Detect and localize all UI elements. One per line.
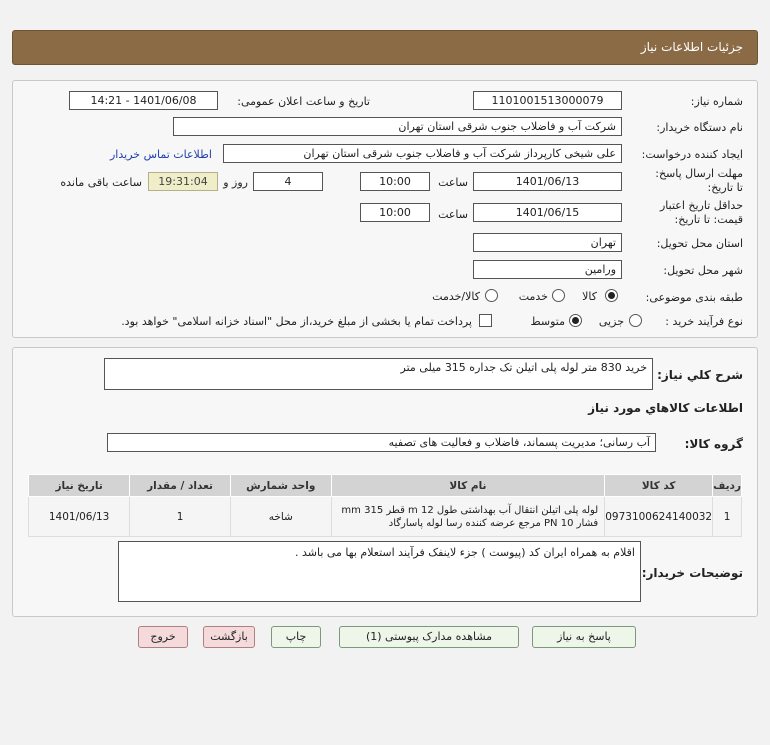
buyer-org-label: نام دستگاه خریدار: xyxy=(656,121,743,134)
table-row xyxy=(29,497,742,537)
process-label: نوع فرآیند خرید : xyxy=(665,315,743,328)
category-label: طبقه بندی موضوعی: xyxy=(645,291,743,304)
cell-date: 1401/06/13 xyxy=(29,497,130,537)
col-unit: واحد شمارش xyxy=(230,475,331,497)
notes-field: اقلام به همراه ایران کد (پیوست ) جزء لاینفک فرآیند استعلام بها می باشد . xyxy=(118,541,641,602)
treasury-checkbox[interactable] xyxy=(479,314,492,327)
process-radio-minor[interactable] xyxy=(629,314,642,327)
goods-table-wrap xyxy=(28,474,742,537)
col-code: کد کالا xyxy=(605,475,713,497)
remaining-field: 19:31:04 xyxy=(148,172,218,191)
category-option-goods: کالا xyxy=(582,290,597,303)
goods-table xyxy=(28,474,742,537)
cell-unit: شاخه xyxy=(230,497,331,537)
header-bar xyxy=(12,30,758,65)
city-label: شهر محل تحویل: xyxy=(663,264,743,277)
reply-time-label: ساعت xyxy=(438,176,468,189)
category-radio-service[interactable] xyxy=(552,289,565,302)
treasury-note: پرداخت تمام یا بخشی از مبلغ خرید،از محل "اسناد خزانه اسلامی" خواهد بود. xyxy=(121,315,472,328)
category-radio-goods[interactable] xyxy=(605,289,618,302)
city-field: ورامین xyxy=(473,260,622,279)
back-button[interactable]: بازگشت xyxy=(203,626,255,648)
process-option-minor: جزیی xyxy=(598,315,624,328)
table-header-row xyxy=(29,475,742,497)
days-field: 4 xyxy=(253,172,323,191)
reply-time-field: 10:00 xyxy=(360,172,430,191)
requester-label: ایجاد کننده درخواست: xyxy=(641,148,743,161)
validity-time-field: 10:00 xyxy=(360,203,430,222)
reply-date-field: 1401/06/13 xyxy=(473,172,622,191)
reply-button[interactable]: پاسخ به نیاز xyxy=(532,626,636,648)
summary-label: شرح کلي نياز: xyxy=(657,368,743,382)
validity-time-label: ساعت xyxy=(438,208,468,221)
reply-deadline-label xyxy=(648,167,743,195)
validity-label xyxy=(648,199,743,227)
announce-field: 1401/06/08 - 14:21 xyxy=(69,91,218,110)
days-label: روز و xyxy=(223,176,248,189)
group-field: آب رسانی؛ مدیریت پسماند، فاضلاب و فعالیت های تصفیه xyxy=(107,433,656,452)
process-radio-medium[interactable] xyxy=(569,314,582,327)
exit-button[interactable]: خروج xyxy=(138,626,188,648)
validity-text: حداقل تاریخ اعتبار قیمت: تا تاریخ: xyxy=(659,199,743,226)
col-qty: تعداد / مقدار xyxy=(130,475,231,497)
requester-field: علی شیخی کارپرداز شرکت آب و فاضلاب جنوب شرقی استان تهران xyxy=(223,144,622,163)
reply-deadline-text: مهلت ارسال پاسخ: تا تاریخ: xyxy=(655,167,743,194)
page-title: جزئیات اطلاعات نیاز xyxy=(640,40,743,54)
cell-qty: 1 xyxy=(130,497,231,537)
buyer-org-field: شرکت آب و فاضلاب جنوب شرقی استان تهران xyxy=(173,117,622,136)
province-label: استان محل تحویل: xyxy=(656,237,743,250)
category-option-both: کالا/خدمت xyxy=(432,290,480,303)
group-label: گروه کالا: xyxy=(684,437,743,451)
attachments-button[interactable]: مشاهده مدارک پیوستی (1) xyxy=(339,626,519,648)
need-number-field: 1101001513000079 xyxy=(473,91,622,110)
cell-code: 0973100624140032 xyxy=(605,497,713,537)
validity-date-field: 1401/06/15 xyxy=(473,203,622,222)
cell-row: 1 xyxy=(713,497,742,537)
remaining-label: ساعت باقی مانده xyxy=(60,176,142,189)
col-date: تاریخ نیاز xyxy=(29,475,130,497)
goods-info-title: اطلاعات کالاهاي مورد نياز xyxy=(588,401,743,415)
print-button[interactable]: چاپ xyxy=(271,626,321,648)
summary-field: خرید 830 متر لوله پلی اتیلن تک جداره 315 میلی متر xyxy=(104,358,653,390)
notes-label: توضیحات خریدار: xyxy=(641,566,743,580)
category-radio-both[interactable] xyxy=(485,289,498,302)
province-field: تهران xyxy=(473,233,622,252)
category-option-service: خدمت xyxy=(518,290,548,303)
cell-name: لوله پلی اتیلن انتقال آب بهداشتی طول 12 m قطر 315 mm فشار PN 10 مرجع عرضه کننده رسا لوله پاسارگاد xyxy=(331,497,605,537)
need-number-label: شماره نیاز: xyxy=(690,95,743,108)
announce-label: تاریخ و ساعت اعلان عمومی: xyxy=(237,95,370,108)
contact-buyer-link[interactable]: اطلاعات تماس خریدار xyxy=(110,148,212,161)
col-row: ردیف xyxy=(713,475,742,497)
process-option-medium: متوسط xyxy=(530,315,565,328)
col-name: نام کالا xyxy=(331,475,605,497)
